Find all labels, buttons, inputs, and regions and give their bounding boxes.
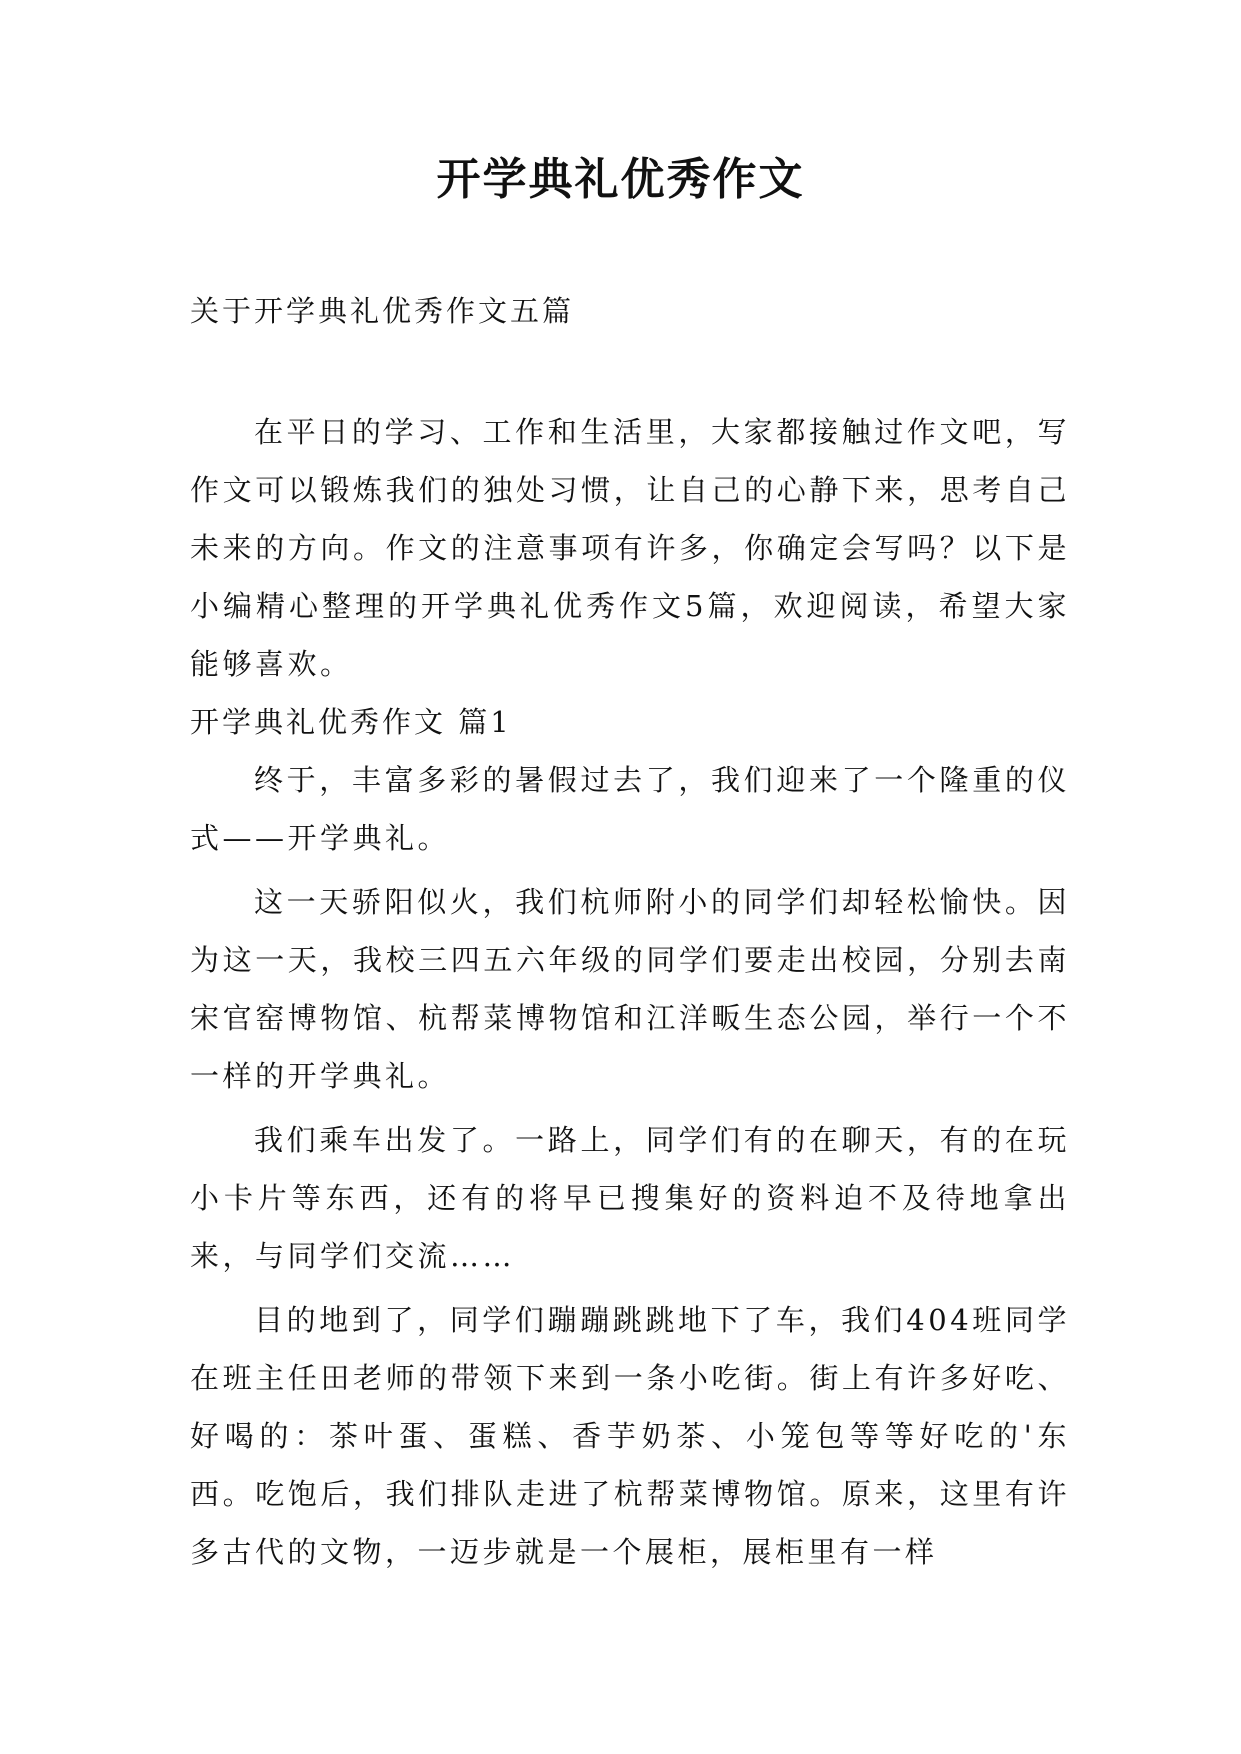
- document-body: [190, 403, 1070, 1581]
- body-paragraph: 我们乘车出发了。一路上，同学们有的在聊天，有的在玩小卡片等东西，还有的将早已搜集好的资料迫不及待地拿出来，与同学们交流……: [190, 1123, 1070, 1273]
- intro-paragraph: 在平日的学习、工作和生活里，大家都接触过作文吧，写作文可以锻炼我们的独处习惯，让自己的心静下来，思考自己未来的方向。作文的注意事项有许多，你确定会写吗？以下是小编精心整理的开学典礼优秀作文5篇，欢迎阅读，希望大家能够喜欢。: [190, 415, 1070, 681]
- document-subtitle: 关于开学典礼优秀作文五篇: [190, 294, 575, 328]
- body-paragraph: 终于，丰富多彩的暑假过去了，我们迎来了一个隆重的仪式——开学典礼。: [190, 763, 1070, 855]
- body-paragraph: 目的地到了，同学们蹦蹦跳跳地下了车，我们404班同学在班主任田老师的带领下来到一条小吃街。街上有许多好吃、好喝的：茶叶蛋、蛋糕、香芋奶茶、小笼包等等好吃的'东西。吃饱后，我们排队走进了杭帮菜博物馆。原来，这里有许多古代的文物，一迈步就是一个展柜，展柜里有一样: [190, 1303, 1070, 1569]
- document-title: 开学典礼优秀作文: [436, 154, 805, 205]
- section-heading: 开学典礼优秀作文 篇1: [190, 705, 512, 739]
- body-paragraph: 这一天骄阳似火，我们杭师附小的同学们却轻松愉快。因为这一天，我校三四五六年级的同学们要走出校园，分别去南宋官窑博物馆、杭帮菜博物馆和江洋畈生态公园，举行一个不一样的开学典礼。: [190, 885, 1070, 1093]
